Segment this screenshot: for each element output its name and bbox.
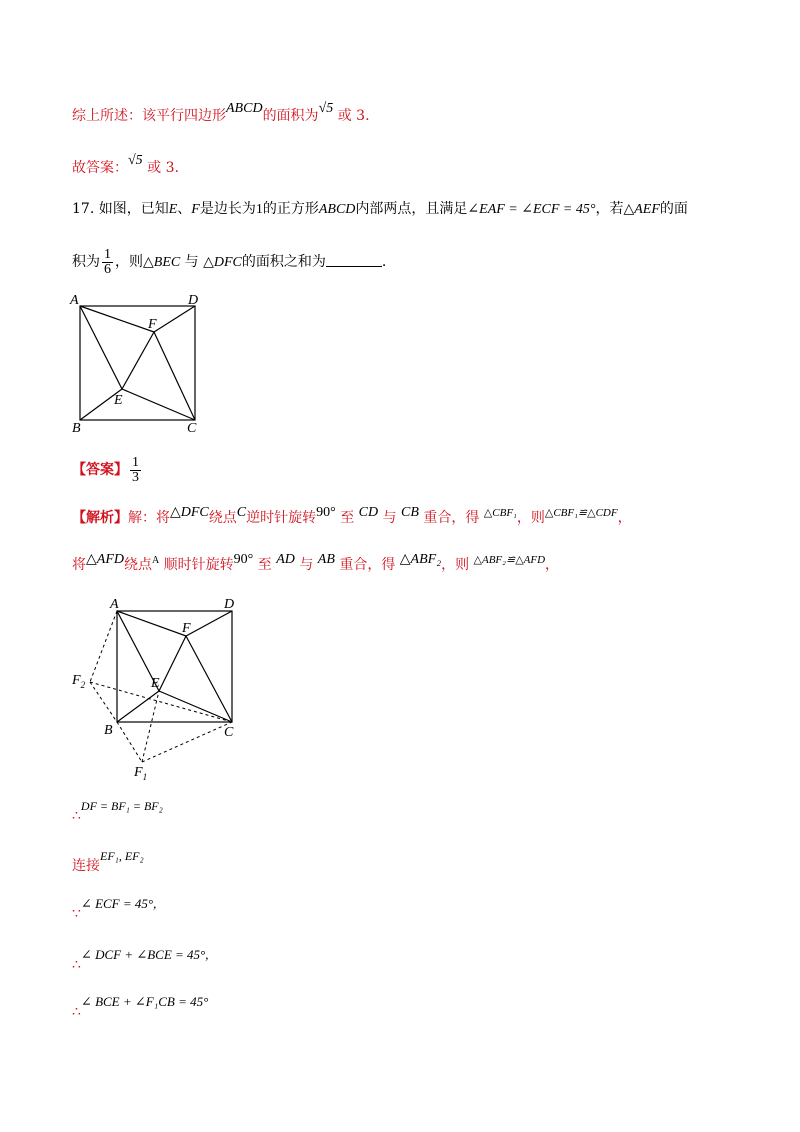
label-f: F <box>148 317 157 332</box>
area-value: 3. <box>356 108 370 124</box>
or-text: 或 <box>337 108 352 124</box>
problem-text: ，若 <box>595 201 624 217</box>
summary-line <box>72 101 370 127</box>
fraction-denominator: 3 <box>132 469 139 485</box>
point-f: F <box>191 202 200 217</box>
point-c: C <box>236 505 247 520</box>
area-value: √5 <box>318 101 334 116</box>
problem-text: 积为 <box>72 254 100 270</box>
segment-ef <box>122 332 154 389</box>
segment-cb: CB <box>401 505 419 520</box>
answer-fraction <box>130 456 141 485</box>
therefore-symbol: ∴ <box>72 808 81 824</box>
answer-value: 3. <box>165 160 179 176</box>
problem-text: . <box>381 254 387 270</box>
area-fraction <box>102 248 113 277</box>
label-f1 <box>133 765 147 782</box>
therefore-symbol: ∴ <box>72 957 81 973</box>
side-length: 1 <box>255 202 263 217</box>
step-4 <box>72 945 209 973</box>
rotation-angle: 90° <box>233 552 254 567</box>
because-symbol: ∵ <box>72 906 81 922</box>
congruence-2: △ABF₂≌△AFD <box>473 554 546 566</box>
point-a: A <box>151 555 160 566</box>
triangle-afd: △AFD <box>86 552 124 567</box>
label-b: B <box>72 421 81 436</box>
analysis-text: 至 <box>340 510 355 526</box>
connect-text: 连接 <box>72 858 100 874</box>
rotation-angle: 90° <box>316 505 336 520</box>
analysis-line-1 <box>72 505 632 529</box>
triangle-abf2: △ABF₂ <box>399 552 442 567</box>
analysis-text: ，则 <box>516 510 545 526</box>
summary-text: 的面积为 <box>262 108 319 124</box>
analysis-text: ，则 <box>441 557 470 573</box>
problem-text: 的面 <box>659 201 688 217</box>
point-e: E <box>168 202 178 217</box>
figure-2-rotation <box>66 594 266 784</box>
segment-fc <box>154 332 195 420</box>
square-name: ABCD <box>318 202 356 217</box>
problem-text: 的正方形 <box>262 201 319 217</box>
segment-ab: AB <box>317 552 335 567</box>
equation: ∠ ECF = 45°, <box>80 896 157 911</box>
analysis-text: 逆时针旋转 <box>246 510 317 526</box>
therefore-symbol: ∴ <box>72 1004 81 1020</box>
step-3 <box>72 894 157 922</box>
segment-ef <box>159 636 186 691</box>
fraction-numerator: 1 <box>104 246 111 262</box>
fraction-numerator: 1 <box>132 454 139 470</box>
label-f1-letter: F <box>134 765 143 780</box>
equation: ∠ DCF + ∠BCE = 45°, <box>80 947 209 962</box>
label-e: E <box>151 676 160 691</box>
label-d: D <box>188 293 199 308</box>
label-d: D <box>224 597 235 612</box>
label-f2 <box>71 673 86 690</box>
answer-line <box>72 452 143 488</box>
summary-text: 综上所述：该平行四边形 <box>72 108 226 124</box>
segment-df <box>186 611 232 636</box>
segment-cd: CD <box>358 505 379 520</box>
segment-ec <box>159 691 232 722</box>
segment-fc <box>186 636 232 722</box>
problem-text: 、 <box>177 201 192 217</box>
problem-text: 与 <box>184 254 199 270</box>
figure-1-square <box>66 290 236 440</box>
equation: ∠ BCE + ∠F₁CB = 45° <box>80 994 209 1009</box>
label-a: A <box>110 597 119 612</box>
analysis-text: 顺时针旋转 <box>163 557 234 573</box>
problem-text: 内部两点，且满足 <box>355 201 468 217</box>
square-outline <box>80 306 195 420</box>
analysis-text: 重合，得 <box>339 557 396 573</box>
problem-text: ，则 <box>115 254 143 270</box>
label-e: E <box>114 393 123 408</box>
problem-line-1 <box>72 199 688 220</box>
step-1 <box>72 796 163 824</box>
analysis-text: 解：将 <box>128 510 170 526</box>
label-a: A <box>70 293 79 308</box>
analysis-text: 绕点 <box>123 557 152 573</box>
analysis-tag: 【解析】 <box>72 510 128 526</box>
shape-name: ABCD <box>226 101 263 116</box>
dashed-bf1 <box>117 722 142 762</box>
dashed-f1c <box>142 722 232 762</box>
answer-text: 故答案： <box>72 160 128 176</box>
answer-blank <box>326 254 382 267</box>
analysis-text: 与 <box>299 557 314 573</box>
triangle-aef: △AEF <box>623 202 660 217</box>
label-f2-letter: F <box>72 673 81 688</box>
equation: DF = BF₁ = BF₂ <box>80 799 163 813</box>
segment-af <box>117 611 186 636</box>
analysis-text: ， <box>545 557 560 573</box>
label-c: C <box>224 725 234 740</box>
step-5 <box>72 992 209 1020</box>
equation: EF₁, EF₂ <box>100 849 144 863</box>
analysis-text: 至 <box>257 557 272 573</box>
angle-condition: ∠EAF = ∠ECF = 45° <box>467 202 596 217</box>
problem-line-2 <box>72 244 386 281</box>
label-b: B <box>104 723 113 738</box>
problem-text: 如图，已知 <box>98 201 169 217</box>
problem-text: 是边长为 <box>199 201 256 217</box>
dashed-af2 <box>90 611 117 682</box>
analysis-text: 与 <box>382 510 397 526</box>
fraction-denominator: 6 <box>104 261 111 277</box>
problem-number: 17. <box>72 201 95 217</box>
segment-ec <box>122 389 195 420</box>
triangle-dfc: △DFC <box>170 505 209 520</box>
analysis-line-2 <box>72 552 560 577</box>
label-f: F <box>182 621 191 636</box>
analysis-text: 将 <box>72 557 86 573</box>
triangle-dfc: △DFC <box>203 255 242 270</box>
or-text: 或 <box>147 160 162 176</box>
congruence-1: △CBF₁≌△CDF <box>544 507 618 519</box>
label-f1-subscript: 1 <box>142 772 148 782</box>
label-f2-subscript: 2 <box>80 680 86 690</box>
triangle-bec: △BEC <box>143 255 181 270</box>
analysis-text: 重合，得 <box>423 510 480 526</box>
label-c: C <box>187 421 197 436</box>
step-2 <box>72 846 144 874</box>
analysis-text: 绕点 <box>208 510 237 526</box>
answer-value: √5 <box>128 153 143 168</box>
dashed-bf2 <box>90 682 117 722</box>
problem-text: 的面积之和为 <box>241 254 326 270</box>
answer-summary-line <box>72 153 179 179</box>
analysis-text: ， <box>617 510 632 526</box>
segment-df <box>154 306 195 332</box>
square-outline <box>117 611 232 722</box>
triangle-cbf1: △CBF₁ <box>483 507 517 519</box>
answer-tag: 【答案】 <box>72 462 128 478</box>
segment-ad: AD <box>276 552 295 567</box>
